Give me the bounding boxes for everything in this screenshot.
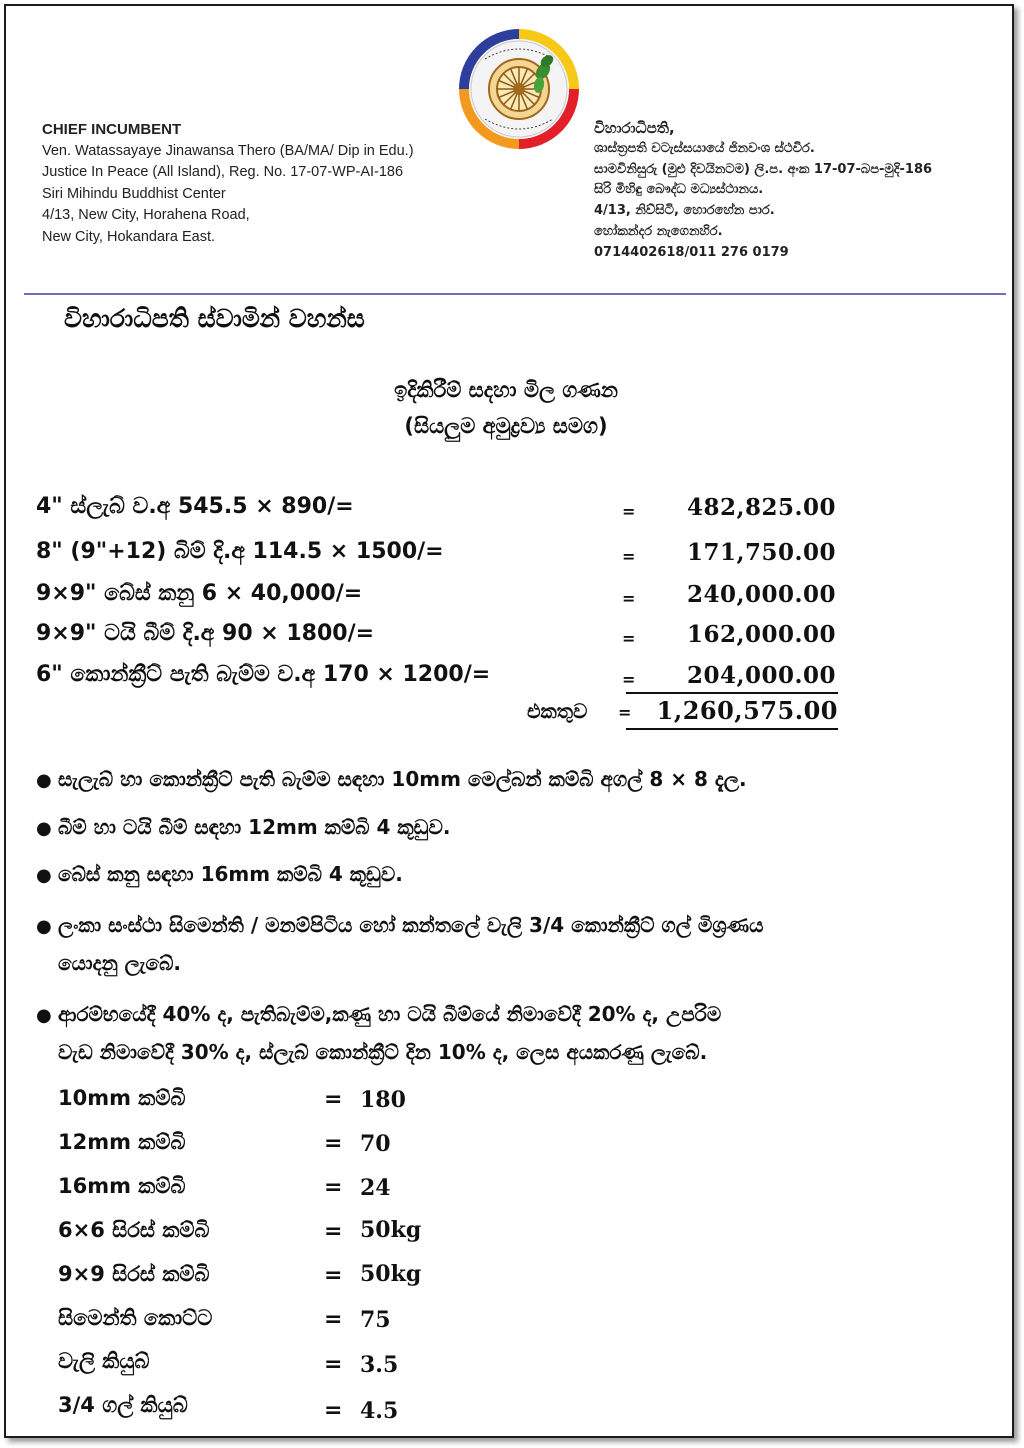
- bullet-icon: ●: [36, 1005, 52, 1026]
- material-label: 16mm කම්බි: [58, 1174, 186, 1198]
- bullet-icon: ●: [36, 916, 52, 937]
- material-value: 70: [360, 1131, 391, 1157]
- material-value: 4.5: [360, 1398, 399, 1424]
- total-label: එකතුව: [527, 699, 588, 723]
- material-value: 50kg: [360, 1217, 422, 1243]
- note-item: [36, 907, 1016, 981]
- material-eq: =: [324, 1131, 343, 1156]
- letterhead-page: [4, 4, 1014, 1438]
- header-en-line: New City, Hokandara East.: [42, 228, 215, 245]
- note-item: [36, 856, 1016, 894]
- estimate-row-amount: 482,825.00: [686, 494, 836, 521]
- note-text: බීම් හා ටයි බීම් සඳහා 12mm කම්බි 4 කූඩුව.: [58, 815, 451, 839]
- material-label: 6×6 සිරස් කම්බි: [58, 1218, 210, 1242]
- estimate-row-eq: =: [622, 670, 636, 689]
- total-underline: [626, 728, 838, 730]
- header-si-line: සාමවිනිසුරු (මුළු දිවයිනටම) ලි.ප. අංක 17-07-බප-මුදි-186: [594, 161, 933, 177]
- note-item: [36, 761, 1016, 799]
- total-eq: =: [618, 703, 632, 722]
- dharma-wheel-emblem-icon: [455, 25, 583, 153]
- header-si-line: සිරි මිහිඳු බෞද්ධ මධ්‍යස්ථානය.: [594, 182, 764, 198]
- document-subtitle: (සියලුම අමුද්‍රව්‍ය සමග): [404, 414, 608, 438]
- estimate-row-desc: 9×9" බේස් කනු 6 × 40,000/=: [36, 581, 363, 606]
- header-en-line: Justice In Peace (All Island), Reg. No. 17-07-WP-AI-186: [42, 164, 404, 180]
- note-text: සැලැබ් හා කොන්ක්‍රීට් පැති බැම්ම සඳහා 10mm මෙල්බන් කම්බි අගල් 8 × 8 දැල.: [58, 767, 747, 791]
- estimate-row-eq: =: [622, 629, 636, 648]
- estimate-row-eq: =: [622, 547, 636, 566]
- estimate-row-desc: 6" කොන්ක්‍රීට් පැති බැම්ම ව.අ 170 × 1200/=: [36, 662, 491, 687]
- note-text-continued: යොදනු ලැබේ.: [58, 951, 182, 975]
- bullet-icon: ●: [36, 818, 52, 839]
- note-text-continued: වැඩ නිමාවේදී 30% ද, ස්ලැබ් කොන්ක්‍රීට් දින 10% ද, ලෙස අයකරණු ලැබේ.: [58, 1040, 708, 1064]
- note-text: ආරම්භයේදී 40% ද, පැතිබැම්ම,කණු හා ටයි බීම්යේ නිමාවේදී 20% ද, උපරිම: [58, 1002, 722, 1026]
- material-value: 50kg: [360, 1261, 422, 1287]
- header-si-line: 4/13, නිව්සිටි, හොරහේන පාර.: [594, 203, 775, 219]
- material-eq: =: [324, 1352, 343, 1377]
- estimate-row-desc: 8" (9"+12) බිම් දි.අ 114.5 × 1500/=: [36, 539, 444, 564]
- material-value: 3.5: [360, 1352, 399, 1378]
- header-si-title: විහාරාධිපති,: [594, 119, 675, 137]
- material-eq: =: [324, 1263, 343, 1288]
- header-en-title: CHIEF INCUMBENT: [42, 121, 182, 138]
- estimate-row-amount: 162,000.00: [686, 621, 836, 648]
- note-text: බේස් කනු සඳහා 16mm කම්බි 4 කූඩුව.: [58, 862, 403, 886]
- header-english: [42, 119, 492, 248]
- header-si-line: ශාස්ත්‍රපති වටැස්සයායේ ජිනවංශ ස්ථවිර.: [594, 140, 815, 156]
- estimate-row-amount: 240,000.00: [686, 581, 836, 608]
- header-en-line: Siri Mihindu Buddhist Center: [42, 185, 226, 202]
- estimate-row-eq: =: [622, 502, 636, 521]
- material-label: 10mm කම්බි: [58, 1086, 186, 1110]
- material-label: 3/4 ගල් කියුබ්: [58, 1393, 188, 1417]
- material-value: 180: [360, 1087, 406, 1113]
- header-si-phone: 0714402618/011 276 0179: [594, 244, 789, 260]
- material-label: සිමෙන්ති කොට්ට: [58, 1306, 213, 1330]
- header-en-line: Ven. Watassayaye Jinawansa Thero (BA/MA/ Dip in Edu.): [42, 142, 414, 159]
- material-eq: =: [324, 1398, 343, 1423]
- total-amount: 1,260,575.00: [656, 696, 838, 725]
- salutation-heading: විහාරාධිපති ස්වාමින් වහන්ස: [64, 304, 365, 333]
- header-si-line: හෝකන්දර නැගෙනහිර.: [594, 223, 723, 239]
- header-sinhala: [594, 118, 1014, 264]
- material-label: 12mm කම්බි: [58, 1130, 186, 1154]
- material-eq: =: [324, 1175, 343, 1200]
- bullet-icon: ●: [36, 865, 52, 886]
- material-label: 9×9 සිරස් කම්බි: [58, 1262, 210, 1286]
- header-divider: [24, 293, 1006, 295]
- header-en-line: 4/13, New City, Horahena Road,: [42, 207, 250, 223]
- note-text: ලංකා සංස්ථා සිමෙන්ති / මනම්පිටිය හෝ කන්තලේ වැලි 3/4 කොන්ක්‍රීට් ගල් මිශ්‍රණය: [58, 913, 764, 937]
- material-eq: =: [324, 1307, 343, 1332]
- material-value: 24: [360, 1175, 391, 1201]
- estimate-row-eq: =: [622, 589, 636, 608]
- estimate-row-desc: 4" ස්ලැබ් ව.අ 545.5 × 890/=: [36, 494, 354, 519]
- estimate-row-amount: 204,000.00: [686, 662, 836, 689]
- material-eq: =: [324, 1087, 343, 1112]
- bullet-icon: ●: [36, 770, 52, 791]
- estimate-row-desc: 9×9" ටයි බීම් දි.අ 90 × 1800/=: [36, 621, 375, 646]
- document-title: ඉදිකිරීම් සදහා මිල ගණන: [394, 378, 618, 402]
- estimate-row-amount: 171,750.00: [686, 539, 836, 566]
- note-item: [36, 809, 1016, 847]
- material-value: 75: [360, 1307, 391, 1333]
- note-item: [36, 996, 1016, 1070]
- material-label: වැලි කියුබ්: [58, 1349, 150, 1373]
- sum-underline: [626, 692, 838, 694]
- material-eq: =: [324, 1219, 343, 1244]
